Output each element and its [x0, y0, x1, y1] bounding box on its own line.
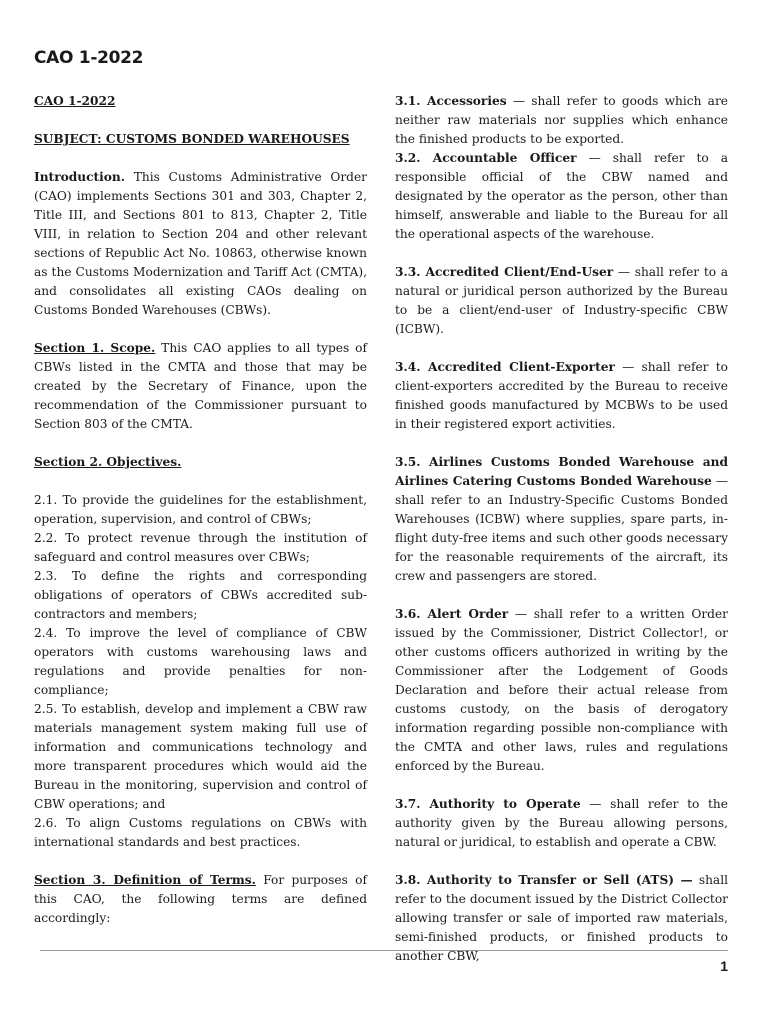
definition-term: 3.5. Airlines Customs Bonded Warehouse and Airlines Catering Customs Bonded Warehouse [395, 455, 728, 488]
definition-term: 3.2. Accountable Officer [395, 151, 577, 165]
section-3-heading: Section 3. Definition of Terms. [34, 873, 256, 887]
definition-3-8 [395, 871, 728, 966]
section-1-paragraph [34, 339, 367, 434]
introduction-text: This Customs Administrative Order (CAO) implements Sections 301 and 303, Chapter 2, Title III, and Sections 801 to 813, Chapter 2, Title VIII, in relation to Section 204 and other relevant sections of Republic Act No. 10863, otherwise known as the Customs Modernization and Tariff Act (CMTA), and consolidates all existing CAOs dealing on Customs Bonded Warehouses (CBWs). [34, 170, 367, 317]
left-column [34, 92, 367, 928]
section-3-text: For purposes of this CAO, the following terms are defined accordingly: [34, 873, 367, 925]
definition-3-3 [395, 263, 728, 339]
objective-item: 2.2. To protect revenue through the institution of safeguard and control measures over CBWs; [34, 531, 367, 564]
footer-divider [40, 950, 728, 951]
document-title: CAO 1-2022 [34, 48, 144, 68]
subject-line: SUBJECT: CUSTOMS BONDED WAREHOUSES [34, 132, 350, 146]
definition-text: — shall refer to an Industry-Specific Customs Bonded Warehouses (ICBW) where supplies, spare parts, in-flight duty-free items and such other goods necessary for the reasonable requirements of the aircraft, its crew and passengers are stored. [395, 474, 729, 583]
definition-text: — shall refer to a responsible official of the CBW named and designated by the operator as the person, other than himself, answerable and liable to the Bureau for all the operational aspects of the warehouse. [395, 151, 729, 241]
objective-item: 2.3. To define the rights and corresponding obligations of operators of CBWs accredited sub-contractors and members; [34, 569, 367, 621]
section-1-text: This CAO applies to all types of CBWs listed in the CMTA and those that may be created by the Secretary of Finance, upon the recommendation of the Commissioner pursuant to Section 803 of the CMTA. [34, 341, 367, 431]
definition-term: 3.6. Alert Order [395, 607, 509, 621]
definition-3-2 [395, 149, 728, 244]
definition-text: shall refer to the document issued by the District Collector allowing transfer or sale of imported raw materials, semi-finished products, or finished products to another CBW, [395, 873, 728, 963]
definition-3-5 [395, 453, 728, 586]
definition-text: — shall refer to goods which are neither raw materials nor supplies which enhance the finished products to be exported. [395, 94, 728, 146]
definition-text: — shall refer to the authority given by the Bureau allowing persons, natural or juridical, to establish and operate a CBW. [395, 797, 728, 849]
definition-term: 3.3. Accredited Client/End-User [395, 265, 614, 279]
definition-term: 3.4. Accredited Client-Exporter [395, 360, 615, 374]
definition-text: — shall refer to a natural or juridical person authorized by the Bureau to be a client/end-user of Industry-specific CBW (ICBW). [395, 265, 729, 336]
right-column [395, 92, 728, 966]
definition-3-4 [395, 358, 728, 434]
section-1-heading: Section 1. Scope. [34, 341, 156, 355]
definition-term: 3.1. Accessories [395, 94, 507, 108]
objective-item: 2.6. To align Customs regulations on CBWs with international standards and best practices. [34, 816, 367, 849]
objective-item: 2.4. To improve the level of compliance of CBW operators with customs warehousing laws and regulations and provide penalties for non-compliance; [34, 626, 367, 697]
definition-3-7 [395, 795, 728, 852]
introduction-paragraph [34, 168, 367, 320]
definition-term: 3.8. Authority to Transfer or Sell (ATS) — [395, 873, 693, 887]
definition-3-1 [395, 92, 728, 149]
introduction-heading: Introduction. [34, 170, 126, 184]
section-subtitle: CAO 1-2022 [34, 94, 116, 108]
definition-text: — shall refer to a written Order issued by the Commissioner, District Collector!, or other customs officers authorized in writing by the Commissioner after the Lodgement of Goods Declaration and before their actual release from customs custody, on the basis of derogatory information regarding possible non-compliance with the CMTA and other laws, rules and regulations enforced by the Bureau. [395, 607, 729, 773]
definition-text: — shall refer to client-exporters accredited by the Bureau to receive finished goods manufactured by MCBWs to be used in their registered export activities. [395, 360, 728, 431]
definition-term: 3.7. Authority to Operate [395, 797, 581, 811]
section-3-paragraph [34, 871, 367, 928]
page-number: 1 [720, 958, 728, 974]
definition-3-6 [395, 605, 728, 776]
objective-item: 2.5. To establish, develop and implement a CBW raw materials management system making full use of information and communications technology and more transparent procedures which would aid the Bureau in the monitoring, supervision and control of CBW operations; and [34, 702, 367, 811]
objective-item: 2.1. To provide the guidelines for the establishment, operation, supervision, and control of CBWs; [34, 493, 367, 526]
section-2-heading: Section 2. Objectives. [34, 455, 182, 469]
